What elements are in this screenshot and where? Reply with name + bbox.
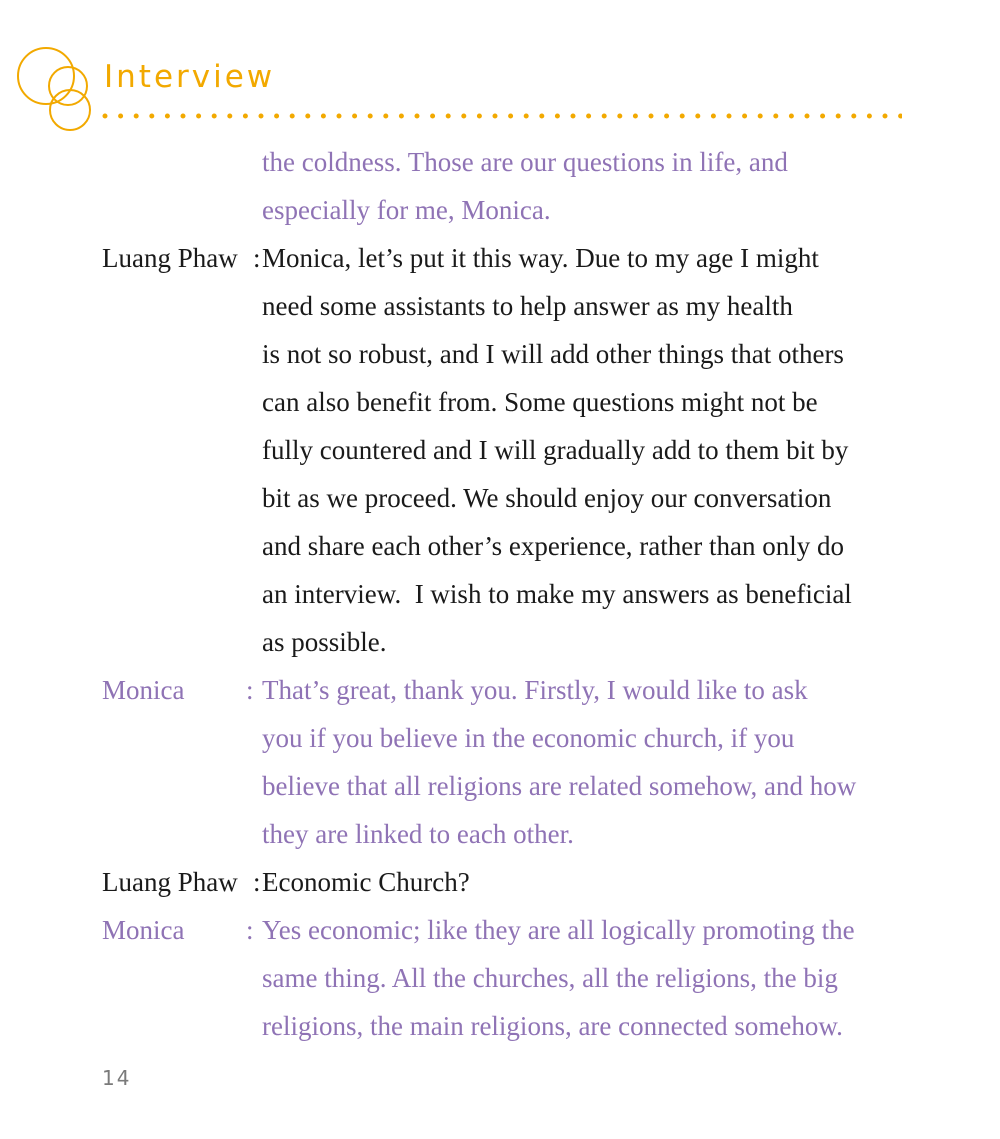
speaker-name: Monica xyxy=(102,675,185,705)
utterance xyxy=(262,906,1000,1050)
utterance-line: That’s great, thank you. Firstly, I would like to ask xyxy=(262,675,808,705)
utterance-line: religions, the main religions, are connected somehow. xyxy=(262,1011,843,1041)
dialogue-turn xyxy=(0,906,1000,1050)
utterance-line: fully countered and I will gradually add to them bit by xyxy=(262,435,849,465)
speaker-colon: : xyxy=(253,243,261,273)
utterance-line: the coldness. Those are our questions in life, and xyxy=(262,147,788,177)
overlapping-circles-icon xyxy=(16,40,106,135)
utterance-line: especially for me, Monica. xyxy=(262,195,551,225)
utterance-line: is not so robust, and I will add other things that others xyxy=(262,339,844,369)
utterance xyxy=(262,138,1000,234)
speaker-colon: : xyxy=(246,675,254,705)
speaker-name: Luang Phaw xyxy=(102,243,238,273)
utterance-line: believe that all religions are related somehow, and how xyxy=(262,771,857,801)
utterance xyxy=(262,858,1000,906)
dialogue-turn xyxy=(0,858,1000,906)
utterance-line: need some assistants to help answer as my health xyxy=(262,291,793,321)
utterance xyxy=(262,234,1000,666)
dialogue-turn xyxy=(0,234,1000,666)
speaker-colon: : xyxy=(246,915,254,945)
speaker-name: Luang Phaw xyxy=(102,867,238,897)
utterance-line: can also benefit from. Some questions might not be xyxy=(262,387,818,417)
utterance-line: Economic Church? xyxy=(262,867,470,897)
utterance xyxy=(262,666,1000,858)
utterance-line: and share each other’s experience, rather than only do xyxy=(262,531,844,561)
dialogue-turn xyxy=(0,138,1000,234)
section-title: Interview xyxy=(104,59,276,95)
utterance-line: Monica, let’s put it this way. Due to my age I might xyxy=(262,243,819,273)
speaker-colon: : xyxy=(253,867,261,897)
dotted-divider xyxy=(102,113,902,119)
speaker-name: Monica xyxy=(102,915,185,945)
dialogue-turn xyxy=(0,666,1000,858)
utterance-line: you if you believe in the economic church, if you xyxy=(262,723,795,753)
page-number: 14 xyxy=(102,1066,132,1090)
interview-transcript xyxy=(0,138,1000,1050)
utterance-line: same thing. All the churches, all the religions, the big xyxy=(262,963,838,993)
utterance-line: as possible. xyxy=(262,627,387,657)
utterance-line: they are linked to each other. xyxy=(262,819,574,849)
utterance-line: an interview. I wish to make my answers as beneficial xyxy=(262,579,852,609)
utterance-line: Yes economic; like they are all logically promoting the xyxy=(262,915,855,945)
utterance-line: bit as we proceed. We should enjoy our conversation xyxy=(262,483,832,513)
